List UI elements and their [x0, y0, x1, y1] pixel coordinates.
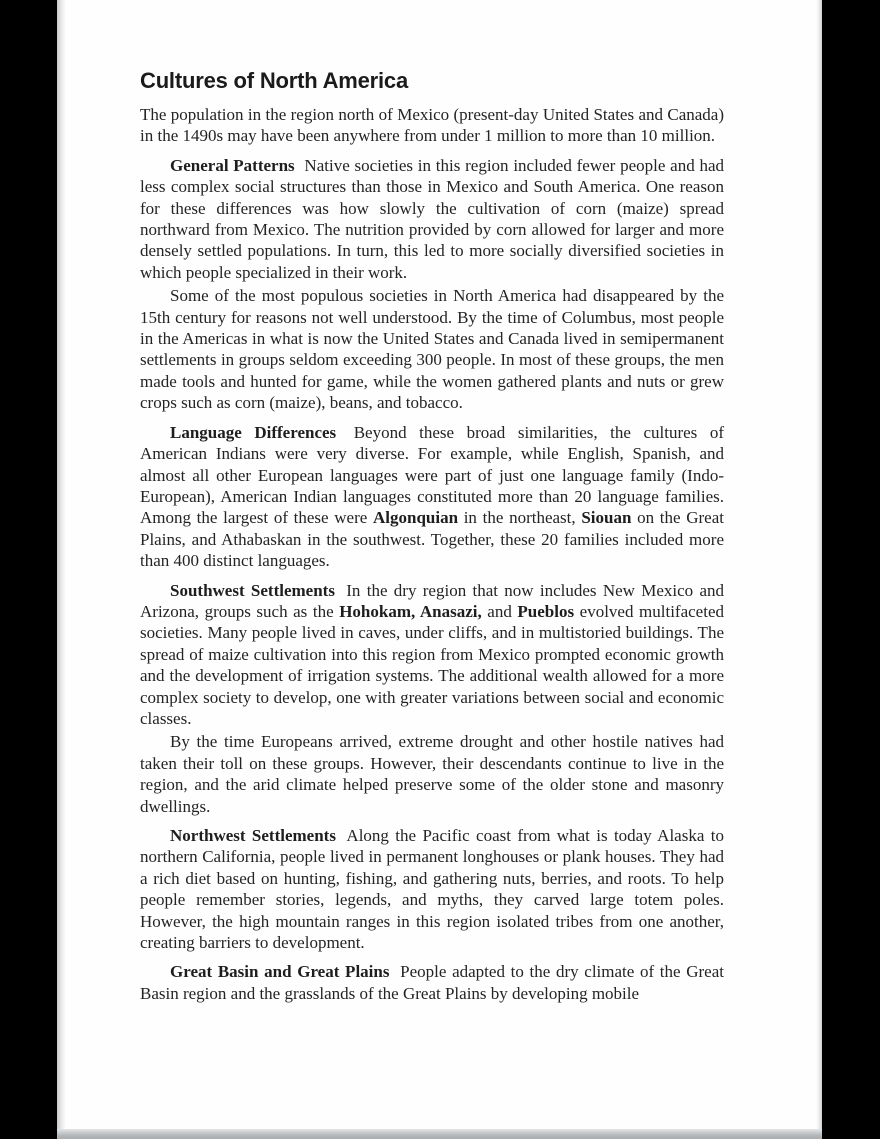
page-bottom-edge-shadow — [57, 1129, 822, 1139]
text-run: The population in the region north of Mexico (present-day United States and Canada) in the 1490s may have been anywhere from under 1 million to more than 10 million. — [140, 105, 724, 146]
book-page — [57, 0, 822, 1131]
text-run: and — [481, 601, 518, 621]
page-title: Cultures of North America — [140, 68, 409, 93]
page-content — [140, 0, 724, 1004]
text-run: In the dry region that now includes New Mexico and Arizona, groups such as the — [140, 580, 724, 621]
section-lead: Northwest Settlements — [170, 826, 336, 845]
article-body — [140, 104, 724, 1004]
text-run: on the Great Plains, and Athabaskan in the southwest. Together, these 20 families included more than 400 distinct languages. — [140, 508, 724, 571]
section-lead: Great Basin and Great Plains — [170, 962, 390, 982]
text-run: Beyond these broad similarities, the cultures of American Indians were very diverse. For example, while English, Spanish, and almost all other European languages were part of just one language family (Indo-European), American Indian languages constituted more than 20 language families. Among the largest of these were — [140, 422, 725, 528]
paragraph — [140, 104, 724, 147]
text-run: People adapted to the dry climate of the Great Basin region and the grasslands of the Great Plains by developing mobile — [140, 962, 724, 1003]
text-run: evolved multifaceted societies. Many people lived in caves, under cliffs, and in multistoried buildings. The spread of maize cultivation into this region from Mexico prompted economic growth and the development of irrigation systems. The additional wealth allowed for a more complex society to develop, one with greater variations between social and economic classes. — [140, 601, 724, 728]
text-run: By the time Europeans arrived, extreme drought and other hostile natives had taken their toll on these groups. However, their descendants continue to live in the region, and the arid climate helped preserve some of the older stone and masonry dwellings. — [140, 732, 724, 816]
bold-term: Pueblos — [517, 601, 575, 621]
text-run: in the northeast, — [458, 508, 582, 528]
section-lead: General Patterns — [170, 155, 295, 175]
paragraph — [140, 961, 724, 1004]
text-run: Along the Pacific coast from what is today Alaska to northern California, people lived in permanent longhouses or plank houses. They had a rich diet based on hunting, fishing, and gathering nuts, berries, and roots. To help people remember stories, legends, and myths, they carved large totem poles. However, the high mountain ranges in this region isolated tribes from one another, creating barriers to development. — [140, 826, 724, 953]
text-run: Some of the most populous societies in North America had disappeared by the 15th century for reasons not well understood. By the time of Columbus, most people in the Americas in what is now the United States and Canada lived in semipermanent settlements in groups seldom exceeding 300 people. In most of these groups, the men made tools and hunted for game, while the women gathered plants and nuts or grew crops such as corn (maize), beans, and tobacco. — [140, 286, 724, 413]
bold-term: Hohokam, Anasazi, — [339, 601, 482, 621]
bold-term: Siouan — [581, 508, 632, 528]
paragraph — [140, 422, 724, 572]
paragraph — [140, 155, 724, 283]
bold-term: Algonquian — [372, 508, 459, 528]
text-run: Native societies in this region included fewer people and had less complex social structures than those in Mexico and South America. One reason for these differences was how slowly the cultivation of corn (maize) spread northward from Mexico. The nutrition provided by corn allowed for larger and more densely settled populations. In turn, this led to more socially diversified societies in which people specialized in their work. — [140, 155, 724, 282]
paragraph — [140, 580, 724, 730]
paragraph — [140, 731, 724, 817]
section-lead: Southwest Settlements — [170, 580, 335, 600]
section-lead: Language Differences — [170, 422, 337, 442]
paragraph — [140, 825, 724, 953]
paragraph — [140, 285, 724, 413]
